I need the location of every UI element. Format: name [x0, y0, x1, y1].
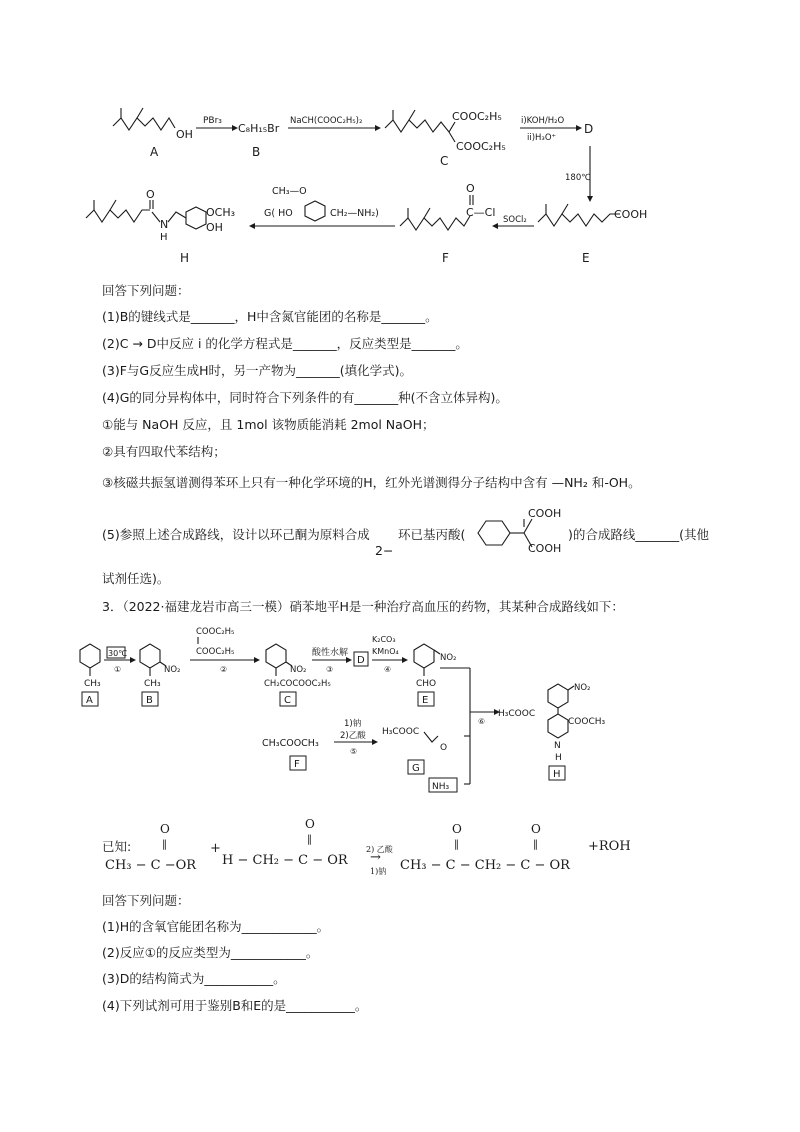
f-formula: CH₃COOCH₃ — [262, 738, 319, 749]
b-ch3: CH₃ — [144, 679, 161, 689]
known-reactant-2: H − CH₂ − C − OR — [222, 853, 348, 868]
c-ester-2: COOC₂H₅ — [456, 140, 506, 153]
h-o: O — [146, 188, 155, 201]
r3-text: 酸性水解 — [312, 648, 349, 658]
label-d: D — [584, 122, 594, 136]
compound-c-structure — [385, 110, 455, 142]
label-b: B — [252, 145, 261, 159]
known-o-2: O — [305, 817, 315, 831]
h-no2: NO₂ — [574, 683, 591, 693]
h-oh: OH — [206, 221, 223, 234]
known-cond-top: 2) 乙酸 — [366, 845, 393, 854]
compound-a-structure — [113, 108, 175, 130]
q3-item-1: (1)H的含氧官能团名称为____________。 — [102, 919, 330, 934]
a-oh: OH — [176, 128, 193, 141]
h-och3: OCH₃ — [206, 206, 236, 219]
label-g-2: G — [412, 763, 420, 774]
reagent-step-i: i)KOH/H₂O — [521, 116, 565, 126]
compound-e-structure — [538, 204, 620, 226]
e-cooh: COOH — [614, 208, 648, 221]
q5-text-a: (5)参照上述合成路线，设计以环己酮为原料合成 — [102, 527, 370, 542]
q5-text-b: 环已基丙酸( — [398, 527, 466, 542]
h-right: COOCH₃ — [568, 717, 606, 727]
q3-item-2: (2)反应①的反应类型为____________。 — [102, 945, 319, 960]
f-acyl-cl: C—Cl — [466, 206, 496, 219]
a-ch3: CH₃ — [84, 679, 101, 689]
label-b-2: B — [146, 695, 153, 706]
known-dbl-1: ‖ — [162, 839, 167, 850]
known-o-1: O — [160, 822, 170, 836]
reagent-heat: 180℃ — [565, 173, 591, 183]
q2-intro: 回答下列问题： — [102, 283, 190, 298]
r2-num: ② — [220, 665, 228, 674]
label-nh3: NH₃ — [432, 782, 450, 792]
h-n-2: N — [554, 741, 561, 751]
g-reagent-ring — [305, 201, 325, 221]
known-dbl-4: ‖ — [533, 839, 538, 850]
r2-top: COOC₂H₅ — [196, 627, 235, 637]
reagent-pbr3: PBr₃ — [203, 116, 222, 126]
c-sub: CH₂COCOOC₂H₅ — [264, 679, 331, 689]
r5-a: 1)钠 — [344, 719, 362, 729]
label-h: H — [180, 251, 190, 265]
compound-f-structure — [400, 195, 473, 230]
h-h-2: H — [555, 753, 562, 763]
label-f: F — [442, 251, 449, 265]
q3-intro: 回答下列问题： — [102, 893, 190, 908]
reagent-step-ii: ii)H₃O⁺ — [527, 133, 557, 143]
ring-b — [140, 644, 160, 668]
known-o-4: O — [531, 822, 541, 836]
known-reactant-1: CH₃ − C −OR — [105, 858, 197, 873]
q2-item-3: (3)F与G反应生成H时，另一产物为_______(填化学式)。 — [102, 363, 412, 378]
label-c: C — [440, 154, 449, 168]
q2-cond-2: ②具有四取代苯结构； — [102, 444, 226, 459]
known-dbl-3: ‖ — [454, 839, 459, 850]
e-no2: NO₂ — [440, 653, 457, 663]
h-left: H₃COOC — [498, 709, 536, 719]
scheme-2 — [0, 620, 800, 810]
ring-c — [266, 644, 286, 668]
q3-item-4: (4)下列试剂可用于鉴别B和E的是___________。 — [102, 998, 368, 1013]
ring-h-top — [548, 684, 568, 708]
q2-cond-1: ①能与 NaOH 反应，且 1mol 该物质能消耗 2mol NaOH； — [102, 417, 435, 432]
known-arrow: → — [370, 850, 381, 865]
r1-num: ① — [114, 665, 122, 674]
q5-text-c: )的合成路线_______(其他 — [568, 527, 710, 542]
h-nh-h: H — [160, 232, 168, 243]
r5-num: ⑤ — [350, 747, 358, 756]
q5-mark: 2− — [375, 543, 394, 558]
label-a: A — [150, 145, 159, 159]
r5-b: 2)乙酸 — [340, 731, 366, 741]
label-c-2: C — [284, 695, 291, 706]
q3-item-3: (3)D的结构简式为___________。 — [102, 971, 286, 986]
known-roh: +ROH — [588, 839, 631, 854]
label-a-2: A — [86, 695, 93, 706]
r3-num: ③ — [326, 665, 334, 674]
r6-num: ⑥ — [478, 717, 486, 726]
ring-h-dhp — [548, 714, 568, 738]
scheme-1 — [0, 0, 800, 270]
label-f-2: F — [294, 759, 300, 770]
known-label: 已知: — [102, 839, 132, 854]
b-no2: NO₂ — [164, 665, 181, 675]
ring-a — [80, 644, 100, 668]
b-formula: C₈H₁₅Br — [238, 122, 280, 135]
q2-item-4: (4)G的同分异构体中，同时符合下列条件的有_______种(不含立体异构)。 — [102, 390, 508, 405]
label-h-2: H — [553, 769, 561, 780]
q2-cond-3: ③核磁共振氢谱测得苯环上只有一种化学环境的H，红外光谱测得分子结构中含有 —NH₂ 和-OH。 — [102, 475, 641, 490]
known-dbl-2: ‖ — [307, 834, 312, 845]
r2-bot: COOC₂H₅ — [196, 647, 235, 657]
q5-cooh-2: COOH — [528, 542, 562, 555]
r4-b: KMnO₄ — [372, 647, 399, 656]
known-plus: + — [210, 841, 221, 856]
e-cho: CHO — [416, 679, 437, 689]
g-reagent-a: CH₃—O — [272, 186, 307, 197]
compound-h-structure — [86, 200, 206, 229]
label-d-2: D — [357, 655, 365, 666]
known-cond-bot: 1)钠 — [370, 867, 387, 876]
label-e-2: E — [422, 695, 429, 706]
label-e: E — [582, 251, 590, 265]
r4-num: ④ — [384, 665, 392, 674]
f-o: O — [466, 182, 475, 195]
h-n: N — [160, 218, 169, 231]
q5-cooh-1: COOH — [528, 507, 562, 520]
known-product: CH₃ − C − CH₂ − C − OR — [400, 858, 570, 873]
q3-header: 3．（2022·福建龙岩市高三一模）硝苯地平H是一种治疗高血压的药物，其某种合成路线如下： — [102, 599, 624, 614]
q5-text-d: 试剂任选)。 — [102, 571, 170, 586]
g-ester: H₃COOC — [382, 727, 420, 737]
reagent-socl2: SOCl₂ — [503, 215, 527, 225]
known-o-3: O — [452, 822, 462, 836]
c-ester-1: COOC₂H₅ — [452, 110, 502, 123]
c-no2: NO₂ — [290, 665, 307, 675]
g-reagent-b: G( HO — [264, 208, 293, 219]
q2-item-2: (2)C → D中反应 i 的化学方程式是_______，反应类型是_______。 — [102, 336, 468, 351]
r4-a: K₂CO₃ — [372, 635, 396, 644]
q2-item-1: (1)B的键线式是_______，H中含氮官能团的名称是_______。 — [102, 309, 438, 324]
g-o: O — [440, 743, 448, 753]
ring-e — [414, 644, 434, 668]
g-reagent-c: CH₂—NH₂) — [330, 208, 379, 219]
r1-cond: 30℃ — [108, 649, 128, 658]
reagent-malonate: NaCH(COOC₂H₅)₂ — [290, 116, 363, 126]
